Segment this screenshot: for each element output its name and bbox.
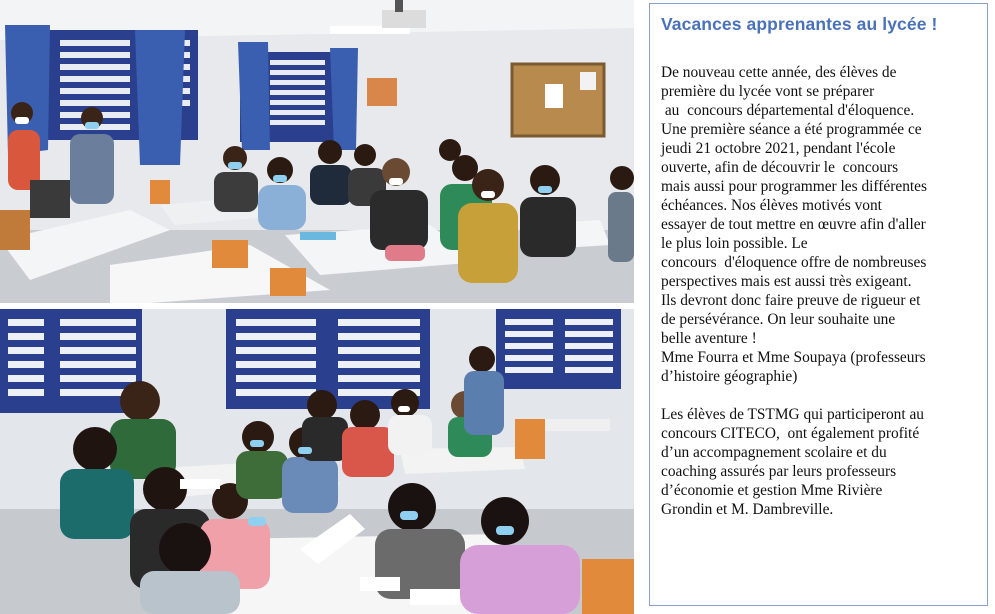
text-line: concours CITECO, ont également profité (661, 425, 920, 442)
author-line: Mme Fourra et Mme Soupaya (professeurs (661, 349, 926, 366)
text-line: Les élèves de TSTMG qui participeront au (661, 406, 924, 423)
text-line: d’un accompagnement scolaire et du (661, 444, 887, 461)
text-line: d’économie et gestion Mme Rivière (661, 482, 883, 499)
author-line: d’histoire géographie) (661, 368, 798, 385)
paragraph-gap (661, 386, 977, 405)
text-line: belle aventure ! (661, 330, 757, 347)
article-paragraph-eloquence (661, 63, 977, 386)
classroom-photo-illustration (0, 0, 634, 303)
article-box (649, 3, 988, 606)
article-body (661, 63, 977, 519)
photo-classroom-seated (0, 0, 634, 303)
text-line: concours d'éloquence offre de nombreuses (661, 254, 927, 271)
text-line: Une première séance a été programmée ce (661, 121, 922, 138)
text-line: de persévérance. On leur souhaite une (661, 311, 896, 328)
text-line: échéances. Nos élèves motivés vont (661, 197, 882, 214)
text-line: Ils devront donc faire preuve de rigueur et (661, 292, 921, 309)
text-line: De nouveau cette année, des élèves de (661, 64, 897, 81)
text-line: jeudi 21 octobre 2021, pendant l'école (661, 140, 896, 157)
article-title: Vacances apprenantes au lycée ! (661, 14, 938, 34)
text-line: au concours départemental d'éloquence. (661, 102, 915, 119)
text-line: le plus loin possible. Le (661, 235, 808, 252)
text-line: ouverte, afin de découvrir le concours (661, 159, 899, 176)
text-line: Grondin et M. Dambreville. (661, 501, 834, 518)
group-work-photo-illustration (0, 309, 634, 614)
text-line: perspectives mais est aussi très exigeant. (661, 273, 912, 290)
text-line: coaching assurés par leurs professeurs (661, 463, 897, 480)
text-line: essayer de tout mettre en œuvre afin d'aller (661, 216, 926, 233)
text-line: mais aussi pour programmer les différentes (661, 178, 927, 195)
text-line: première du lycée vont se préparer (661, 83, 875, 100)
article-paragraph-citeco (661, 405, 977, 519)
photo-students-group-work (0, 309, 634, 614)
